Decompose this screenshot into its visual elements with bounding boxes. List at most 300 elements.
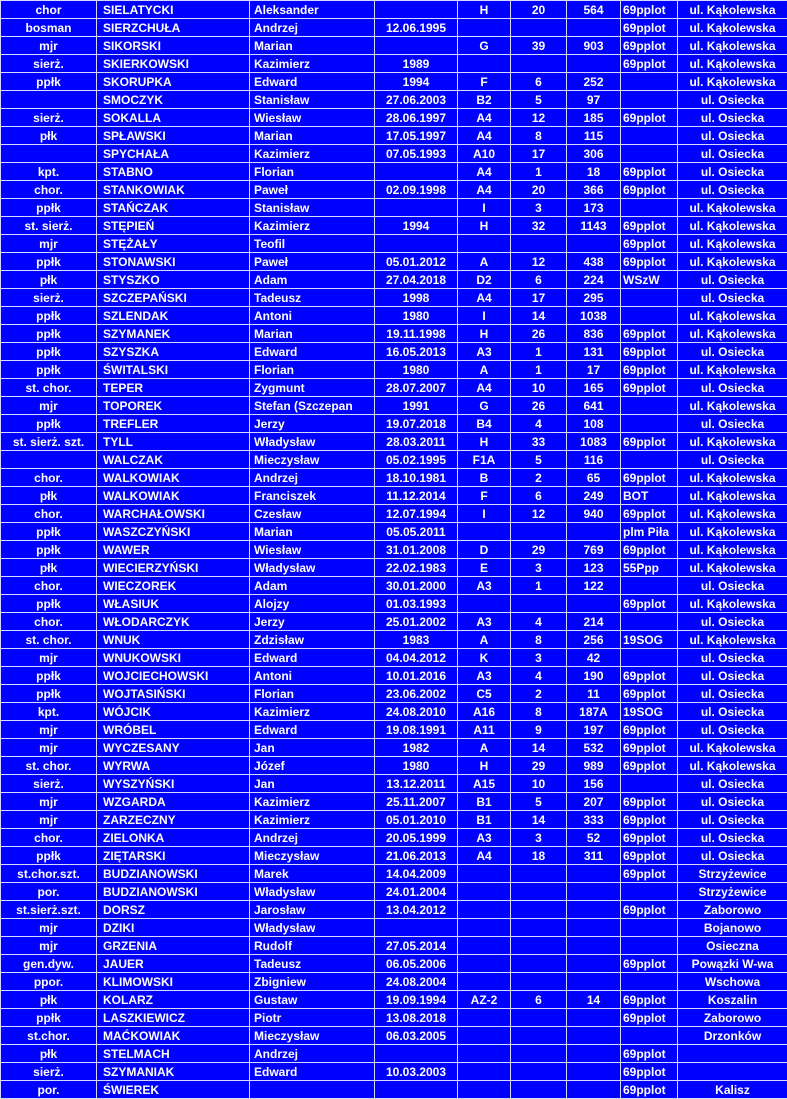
cemetery-cell: ul. Osiecka	[678, 343, 787, 361]
surname-cell: STANKOWIAK	[97, 181, 250, 199]
grave-number-cell: 438	[567, 253, 621, 271]
row-cell: 3	[511, 649, 567, 667]
cemetery-cell: ul. Osiecka	[678, 163, 787, 181]
cemetery-cell: ul. Osiecka	[678, 721, 787, 739]
rank-cell: mjr	[1, 919, 97, 937]
table-row	[1, 595, 787, 613]
rank-cell: st. sierż. szt.	[1, 433, 97, 451]
cemetery-cell: ul. Osiecka	[678, 793, 787, 811]
surname-cell: SPŁAWSKI	[97, 127, 250, 145]
row-cell: 8	[511, 127, 567, 145]
table-row	[1, 613, 787, 631]
surname-cell: GRZENIA	[97, 937, 250, 955]
date-cell: 12.06.1995	[375, 19, 458, 37]
grave-number-cell: 366	[567, 181, 621, 199]
surname-cell: SKIERKOWSKI	[97, 55, 250, 73]
rank-cell: st.chor.szt.	[1, 865, 97, 883]
date-cell: 20.05.1999	[375, 829, 458, 847]
date-cell: 19.08.1991	[375, 721, 458, 739]
quarter-cell	[458, 937, 511, 955]
cemetery-cell: Powązki W-wa	[678, 955, 787, 973]
date-cell: 23.06.2002	[375, 685, 458, 703]
cemetery-cell: ul. Kąkolewska	[678, 487, 787, 505]
date-cell: 1980	[375, 307, 458, 325]
quarter-cell: H	[458, 217, 511, 235]
cemetery-cell: ul. Kąkolewska	[678, 595, 787, 613]
surname-cell: STONAWSKI	[97, 253, 250, 271]
unit-cell: 69pplot	[621, 361, 678, 379]
row-cell	[511, 1009, 567, 1027]
table-row	[1, 937, 787, 955]
rank-cell: por.	[1, 883, 97, 901]
first-name-cell: Andrzej	[250, 469, 375, 487]
grave-number-cell: 122	[567, 577, 621, 595]
surname-cell: WAWER	[97, 541, 250, 559]
table-row	[1, 469, 787, 487]
unit-cell: plm Piła	[621, 523, 678, 541]
rank-cell: mjr	[1, 739, 97, 757]
quarter-cell: A	[458, 739, 511, 757]
cemetery-cell: ul. Kąkolewska	[678, 235, 787, 253]
table-row	[1, 541, 787, 559]
unit-cell: 69pplot	[621, 37, 678, 55]
cemetery-cell: ul. Osiecka	[678, 127, 787, 145]
cemetery-cell: ul. Kąkolewska	[678, 757, 787, 775]
rank-cell: ppłk	[1, 73, 97, 91]
surname-cell: JAUER	[97, 955, 250, 973]
row-cell	[511, 937, 567, 955]
cemetery-cell: ul. Osiecka	[678, 811, 787, 829]
surname-cell: WALKOWIAK	[97, 469, 250, 487]
unit-cell	[621, 127, 678, 145]
table-row	[1, 523, 787, 541]
unit-cell: 69pplot	[621, 1063, 678, 1081]
quarter-cell	[458, 55, 511, 73]
unit-cell: 69pplot	[621, 1, 678, 19]
grave-number-cell: 123	[567, 559, 621, 577]
first-name-cell: Antoni	[250, 667, 375, 685]
cemetery-cell: ul. Kąkolewska	[678, 325, 787, 343]
cemetery-cell: ul. Osiecka	[678, 145, 787, 163]
cemetery-cell: ul. Osiecka	[678, 667, 787, 685]
first-name-cell: Marian	[250, 325, 375, 343]
grave-number-cell: 115	[567, 127, 621, 145]
table-row	[1, 343, 787, 361]
table-row	[1, 19, 787, 37]
table-row	[1, 1009, 787, 1027]
first-name-cell	[250, 1081, 375, 1099]
grave-number-cell: 333	[567, 811, 621, 829]
first-name-cell: Paweł	[250, 181, 375, 199]
row-cell	[511, 1027, 567, 1045]
date-cell: 18.10.1981	[375, 469, 458, 487]
rank-cell: płk	[1, 991, 97, 1009]
rank-cell: mjr	[1, 793, 97, 811]
grave-number-cell: 769	[567, 541, 621, 559]
surname-cell: STĘPIEŃ	[97, 217, 250, 235]
grave-number-cell: 836	[567, 325, 621, 343]
rank-cell: sierż.	[1, 775, 97, 793]
quarter-cell: F	[458, 487, 511, 505]
cemetery-cell: ul. Kąkolewska	[678, 307, 787, 325]
date-cell: 05.02.1995	[375, 451, 458, 469]
rank-cell: ppłk	[1, 667, 97, 685]
first-name-cell: Mieczysław	[250, 1027, 375, 1045]
row-cell: 2	[511, 685, 567, 703]
grave-number-cell: 256	[567, 631, 621, 649]
surname-cell: WÓJCIK	[97, 703, 250, 721]
first-name-cell: Stanisław	[250, 199, 375, 217]
table-row	[1, 649, 787, 667]
grave-number-cell: 65	[567, 469, 621, 487]
unit-cell	[621, 775, 678, 793]
quarter-cell: A11	[458, 721, 511, 739]
row-cell	[511, 19, 567, 37]
unit-cell	[621, 91, 678, 109]
cemetery-cell: ul. Kąkolewska	[678, 397, 787, 415]
rank-cell: mjr	[1, 721, 97, 739]
row-cell: 14	[511, 307, 567, 325]
first-name-cell: Władysław	[250, 433, 375, 451]
grave-number-cell: 116	[567, 451, 621, 469]
first-name-cell: Mieczysław	[250, 451, 375, 469]
row-cell	[511, 883, 567, 901]
unit-cell	[621, 937, 678, 955]
table-row	[1, 451, 787, 469]
first-name-cell: Kazimierz	[250, 811, 375, 829]
grave-number-cell: 18	[567, 163, 621, 181]
table-row	[1, 1081, 787, 1099]
unit-cell: 19SOG	[621, 703, 678, 721]
rank-cell	[1, 91, 97, 109]
quarter-cell: H	[458, 433, 511, 451]
row-cell: 6	[511, 73, 567, 91]
table-row	[1, 1045, 787, 1063]
quarter-cell: A4	[458, 163, 511, 181]
quarter-cell: A15	[458, 775, 511, 793]
row-cell: 14	[511, 811, 567, 829]
first-name-cell: Teofil	[250, 235, 375, 253]
row-cell	[511, 1063, 567, 1081]
cemetery-cell: ul. Osiecka	[678, 703, 787, 721]
cemetery-cell: ul. Kąkolewska	[678, 433, 787, 451]
row-cell: 6	[511, 271, 567, 289]
grave-number-cell: 207	[567, 793, 621, 811]
rank-cell: mjr	[1, 649, 97, 667]
row-cell: 12	[511, 109, 567, 127]
quarter-cell	[458, 865, 511, 883]
date-cell: 1991	[375, 397, 458, 415]
unit-cell: 69pplot	[621, 433, 678, 451]
cemetery-cell: Zaborowo	[678, 901, 787, 919]
surname-cell: SIERZCHUŁA	[97, 19, 250, 37]
row-cell	[511, 865, 567, 883]
row-cell: 5	[511, 451, 567, 469]
surname-cell: WYRWA	[97, 757, 250, 775]
quarter-cell: G	[458, 397, 511, 415]
row-cell	[511, 595, 567, 613]
surname-cell: WYSZYŃSKI	[97, 775, 250, 793]
row-cell: 17	[511, 145, 567, 163]
unit-cell: 69pplot	[621, 955, 678, 973]
table-row	[1, 739, 787, 757]
surname-cell: WNUK	[97, 631, 250, 649]
first-name-cell: Andrzej	[250, 829, 375, 847]
row-cell: 10	[511, 379, 567, 397]
grave-number-cell: 197	[567, 721, 621, 739]
first-name-cell: Marian	[250, 37, 375, 55]
surname-cell: TREFLER	[97, 415, 250, 433]
table-row	[1, 991, 787, 1009]
unit-cell: 69pplot	[621, 325, 678, 343]
unit-cell	[621, 1027, 678, 1045]
cemetery-cell: ul. Osiecka	[678, 451, 787, 469]
date-cell: 17.05.1997	[375, 127, 458, 145]
table-row	[1, 433, 787, 451]
date-cell: 14.04.2009	[375, 865, 458, 883]
grave-number-cell: 564	[567, 1, 621, 19]
table-row	[1, 1, 787, 19]
rank-cell: sierż.	[1, 109, 97, 127]
grave-number-cell: 641	[567, 397, 621, 415]
date-cell: 19.07.2018	[375, 415, 458, 433]
row-cell: 20	[511, 1, 567, 19]
row-cell	[511, 1081, 567, 1099]
unit-cell: 69pplot	[621, 991, 678, 1009]
date-cell: 07.05.1993	[375, 145, 458, 163]
quarter-cell: I	[458, 505, 511, 523]
surname-cell: SIELATYCKI	[97, 1, 250, 19]
first-name-cell: Gustaw	[250, 991, 375, 1009]
unit-cell: 69pplot	[621, 253, 678, 271]
grave-number-cell	[567, 1063, 621, 1081]
first-name-cell: Andrzej	[250, 19, 375, 37]
date-cell: 25.11.2007	[375, 793, 458, 811]
first-name-cell: Kazimierz	[250, 145, 375, 163]
surname-cell: STAŃCZAK	[97, 199, 250, 217]
unit-cell: 69pplot	[621, 505, 678, 523]
quarter-cell: C5	[458, 685, 511, 703]
rank-cell: st. chor.	[1, 631, 97, 649]
first-name-cell: Edward	[250, 343, 375, 361]
quarter-cell: A3	[458, 613, 511, 631]
unit-cell	[621, 577, 678, 595]
date-cell: 28.03.2011	[375, 433, 458, 451]
date-cell: 12.07.1994	[375, 505, 458, 523]
unit-cell	[621, 415, 678, 433]
quarter-cell: H	[458, 1, 511, 19]
rank-cell: ppłk	[1, 343, 97, 361]
grave-number-cell	[567, 523, 621, 541]
row-cell	[511, 973, 567, 991]
unit-cell: 69pplot	[621, 667, 678, 685]
surname-cell: WŁODARCZYK	[97, 613, 250, 631]
first-name-cell: Alojzy	[250, 595, 375, 613]
unit-cell: 69pplot	[621, 1081, 678, 1099]
surname-cell: ZIĘTARSKI	[97, 847, 250, 865]
cemetery-cell: Koszalin	[678, 991, 787, 1009]
quarter-cell	[458, 235, 511, 253]
grave-number-cell: 252	[567, 73, 621, 91]
date-cell: 28.06.1997	[375, 109, 458, 127]
unit-cell: 69pplot	[621, 109, 678, 127]
rank-cell: ppłk	[1, 415, 97, 433]
quarter-cell: A4	[458, 847, 511, 865]
unit-cell: 69pplot	[621, 829, 678, 847]
quarter-cell: D	[458, 541, 511, 559]
cemetery-cell: ul. Osiecka	[678, 685, 787, 703]
quarter-cell	[458, 919, 511, 937]
row-cell	[511, 55, 567, 73]
date-cell: 04.04.2012	[375, 649, 458, 667]
rank-cell: chor.	[1, 505, 97, 523]
cemetery-cell: ul. Osiecka	[678, 577, 787, 595]
unit-cell: BOT	[621, 487, 678, 505]
date-cell: 1994	[375, 73, 458, 91]
cemetery-cell	[678, 1045, 787, 1063]
quarter-cell: F1A	[458, 451, 511, 469]
table-row	[1, 145, 787, 163]
cemetery-cell: ul. Kąkolewska	[678, 541, 787, 559]
cemetery-cell: Wschowa	[678, 973, 787, 991]
cemetery-cell: ul. Kąkolewska	[678, 739, 787, 757]
quarter-cell	[458, 1081, 511, 1099]
table-row	[1, 559, 787, 577]
cemetery-cell: ul. Kąkolewska	[678, 1, 787, 19]
cemetery-cell: ul. Kąkolewska	[678, 559, 787, 577]
date-cell: 25.01.2002	[375, 613, 458, 631]
cemetery-cell	[678, 1063, 787, 1081]
quarter-cell: B4	[458, 415, 511, 433]
grave-number-cell	[567, 235, 621, 253]
row-cell: 8	[511, 631, 567, 649]
row-cell: 26	[511, 325, 567, 343]
rank-cell: sierż.	[1, 1063, 97, 1081]
table-row	[1, 811, 787, 829]
surname-cell: ZARZECZNY	[97, 811, 250, 829]
surname-cell: WŁASIUK	[97, 595, 250, 613]
row-cell: 18	[511, 847, 567, 865]
unit-cell: 55Ppp	[621, 559, 678, 577]
cemetery-cell: Osieczna	[678, 937, 787, 955]
row-cell: 1	[511, 163, 567, 181]
grave-number-cell: 52	[567, 829, 621, 847]
quarter-cell: A	[458, 361, 511, 379]
rank-cell: gen.dyw.	[1, 955, 97, 973]
cemetery-cell: ul. Kąkolewska	[678, 199, 787, 217]
quarter-cell: A4	[458, 109, 511, 127]
surname-cell: BUDZIANOWSKI	[97, 865, 250, 883]
row-cell: 2	[511, 469, 567, 487]
rank-cell: ppłk	[1, 253, 97, 271]
table-row	[1, 793, 787, 811]
date-cell	[375, 37, 458, 55]
unit-cell	[621, 649, 678, 667]
surname-cell: TEPER	[97, 379, 250, 397]
table-row	[1, 685, 787, 703]
cemetery-cell: ul. Kąkolewska	[678, 253, 787, 271]
first-name-cell: Władysław	[250, 919, 375, 937]
rank-cell: chor.	[1, 577, 97, 595]
rank-cell: ppłk	[1, 685, 97, 703]
table-row	[1, 505, 787, 523]
row-cell	[511, 919, 567, 937]
quarter-cell: A3	[458, 667, 511, 685]
grave-number-cell: 17	[567, 361, 621, 379]
grave-number-cell	[567, 19, 621, 37]
date-cell: 13.08.2018	[375, 1009, 458, 1027]
cemetery-cell: Kalisz	[678, 1081, 787, 1099]
rank-cell: chor.	[1, 181, 97, 199]
unit-cell	[621, 145, 678, 163]
grave-number-cell: 940	[567, 505, 621, 523]
unit-cell: 69pplot	[621, 865, 678, 883]
rank-cell: chor.	[1, 829, 97, 847]
surname-cell: WNUKOWSKI	[97, 649, 250, 667]
table-row	[1, 163, 787, 181]
quarter-cell	[458, 1009, 511, 1027]
table-row	[1, 775, 787, 793]
rank-cell: mjr	[1, 937, 97, 955]
table-row	[1, 73, 787, 91]
table-body	[1, 1, 787, 1099]
table-row	[1, 289, 787, 307]
grave-number-cell: 306	[567, 145, 621, 163]
date-cell: 19.11.1998	[375, 325, 458, 343]
quarter-cell: A3	[458, 343, 511, 361]
unit-cell: 69pplot	[621, 595, 678, 613]
quarter-cell: B1	[458, 811, 511, 829]
rank-cell: ppłk	[1, 307, 97, 325]
date-cell: 05.01.2012	[375, 253, 458, 271]
date-cell: 01.03.1993	[375, 595, 458, 613]
unit-cell: 69pplot	[621, 181, 678, 199]
rank-cell: sierż.	[1, 55, 97, 73]
table-row	[1, 217, 787, 235]
row-cell	[511, 235, 567, 253]
unit-cell	[621, 883, 678, 901]
quarter-cell: A	[458, 253, 511, 271]
unit-cell: 69pplot	[621, 901, 678, 919]
surname-cell: WASZCZYŃSKI	[97, 523, 250, 541]
grave-number-cell: 173	[567, 199, 621, 217]
table-row	[1, 127, 787, 145]
first-name-cell: Kazimierz	[250, 55, 375, 73]
surname-cell: TYLL	[97, 433, 250, 451]
row-cell: 6	[511, 487, 567, 505]
grave-number-cell	[567, 865, 621, 883]
rank-cell: bosman	[1, 19, 97, 37]
quarter-cell	[458, 955, 511, 973]
first-name-cell: Florian	[250, 163, 375, 181]
cemetery-cell: ul. Osiecka	[678, 271, 787, 289]
quarter-cell: AZ-2	[458, 991, 511, 1009]
row-cell: 3	[511, 199, 567, 217]
row-cell: 10	[511, 775, 567, 793]
table-row	[1, 109, 787, 127]
cemetery-cell: ul. Kąkolewska	[678, 19, 787, 37]
row-cell: 29	[511, 541, 567, 559]
row-cell: 5	[511, 91, 567, 109]
table-row	[1, 307, 787, 325]
unit-cell: 69pplot	[621, 1045, 678, 1063]
grave-number-cell: 185	[567, 109, 621, 127]
table-row	[1, 577, 787, 595]
rank-cell: ppłk	[1, 847, 97, 865]
unit-cell	[621, 73, 678, 91]
date-cell: 19.09.1994	[375, 991, 458, 1009]
grave-number-cell	[567, 1009, 621, 1027]
